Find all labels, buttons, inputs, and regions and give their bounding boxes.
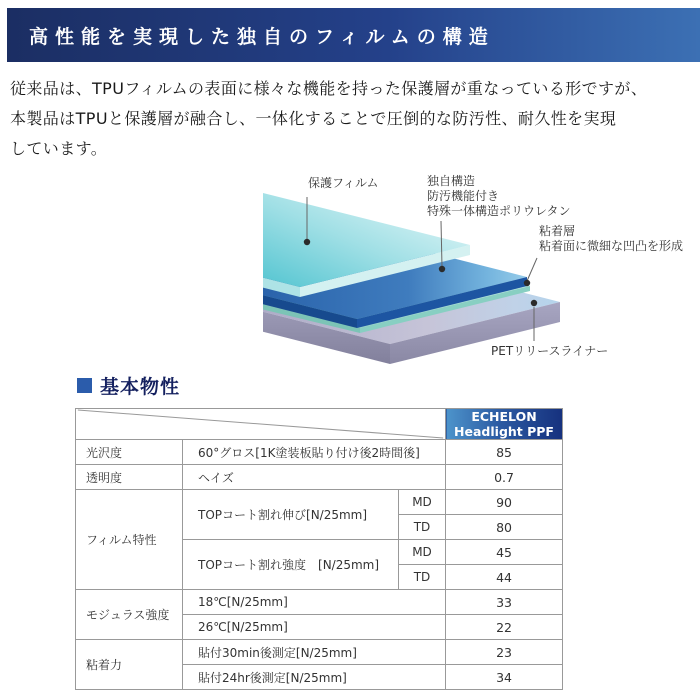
test-label-cell: TOPコート割れ強度 [N/25mm]	[183, 540, 399, 590]
film-layers-illustration	[0, 172, 700, 372]
label-unique-structure-line: 特殊一体構造ポリウレタン	[427, 204, 571, 218]
value-cell: 90	[446, 490, 563, 515]
table-row	[76, 440, 563, 465]
label-release-liner: PETリリースライナー	[491, 344, 609, 358]
film-structure-diagram	[0, 172, 700, 372]
value-cell: 45	[446, 540, 563, 565]
property-cell: 光沢度	[76, 440, 183, 465]
square-bullet-icon	[77, 378, 92, 393]
value-cell: 80	[446, 515, 563, 540]
label-unique-structure-line: 独自構造	[427, 174, 476, 188]
product-header-cell: ECHELON Headlight PPF	[446, 409, 563, 440]
test-label-cell: 貼付30min後測定[N/25mm]	[183, 640, 446, 665]
value-cell: 34	[446, 665, 563, 690]
section-title	[77, 372, 180, 399]
test-label-cell: ヘイズ	[183, 465, 446, 490]
page-title: 高性能を実現した独自のフィルムの構造	[29, 25, 495, 48]
direction-cell: MD	[399, 540, 446, 565]
test-label-cell: 18℃[N/25mm]	[183, 590, 446, 615]
value-cell: 85	[446, 440, 563, 465]
header-banner	[7, 8, 700, 62]
value-cell: 22	[446, 615, 563, 640]
value-cell: 23	[446, 640, 563, 665]
table-row	[76, 590, 563, 615]
label-adhesive-layer	[539, 224, 683, 254]
intro-line: しています。	[10, 139, 108, 158]
corner-cell	[76, 409, 446, 440]
test-label-cell: 貼付24hr後測定[N/25mm]	[183, 665, 446, 690]
intro-line: 従来品は、TPUフィルムの表面に様々な機能を持った保護層が重なっている形ですが、	[10, 79, 648, 98]
direction-cell: MD	[399, 490, 446, 515]
table-row	[76, 465, 563, 490]
table-row	[76, 640, 563, 665]
label-unique-structure-line: 防汚機能付き	[427, 189, 500, 203]
diagonal-line	[76, 409, 445, 439]
direction-cell: TD	[399, 565, 446, 590]
direction-cell: TD	[399, 515, 446, 540]
test-label-cell: 60°グロス[1K塗装板貼り付け後2時間後]	[183, 440, 446, 465]
intro-line: 本製品はTPUと保護層が融合し、一体化することで圧倒的な防汚性、耐久性を実現	[10, 109, 617, 128]
table-header-row	[76, 409, 563, 440]
label-adhesive-line: 粘着層	[539, 224, 576, 238]
test-label-cell: TOPコート割れ伸び[N/25mm]	[183, 490, 399, 540]
value-cell: 44	[446, 565, 563, 590]
section-title-text: 基本物性	[100, 376, 181, 398]
intro-paragraph	[10, 74, 696, 164]
test-label-cell: 26℃[N/25mm]	[183, 615, 446, 640]
property-cell: 粘着力	[76, 640, 183, 690]
property-cell: フィルム特性	[76, 490, 183, 590]
label-unique-structure	[427, 174, 571, 219]
property-cell: 透明度	[76, 465, 183, 490]
value-cell: 33	[446, 590, 563, 615]
table-row	[76, 490, 563, 515]
property-cell: モジュラス強度	[76, 590, 183, 640]
label-adhesive-line: 粘着面に微細な凹凸を形成	[539, 239, 684, 253]
label-protective-film: 保護フィルム	[308, 176, 379, 190]
basic-properties-table	[75, 408, 563, 690]
value-cell: 0.7	[446, 465, 563, 490]
